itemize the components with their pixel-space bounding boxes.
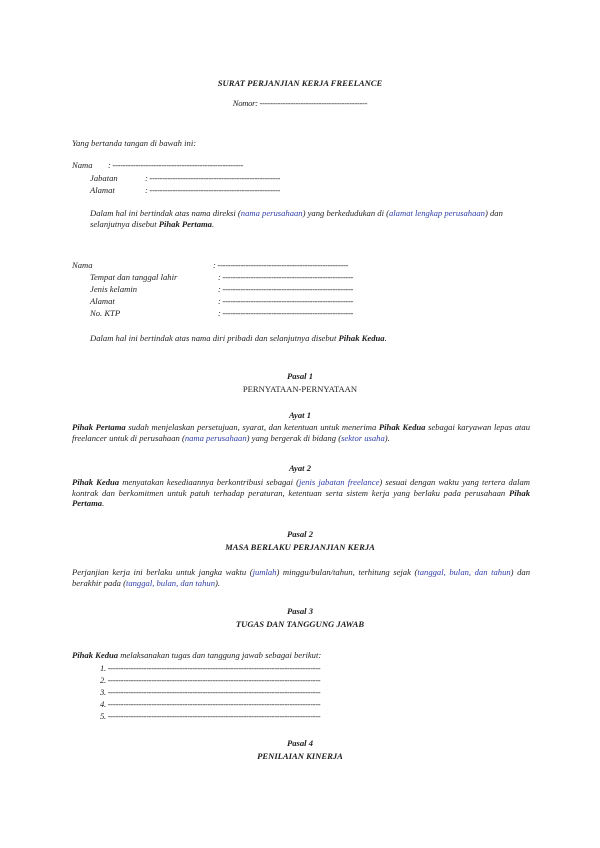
duty-item-4: 4. ----------------------------------------------------------------------------------- bbox=[100, 699, 321, 709]
duty-item-5: 5. ----------------------------------------------------------------------------------- bbox=[100, 711, 321, 721]
party1-name-label: Nama bbox=[72, 160, 93, 170]
party2-id-label: No. KTP bbox=[90, 308, 121, 318]
document-number: Nomor: ------------------------------------------ bbox=[232, 98, 368, 108]
party1-position-value: : --------------------------------------------------- bbox=[145, 173, 281, 183]
duration-placeholder: jumlah bbox=[252, 567, 277, 577]
party2-id-value: : --------------------------------------------------- bbox=[218, 308, 354, 318]
pasal3-title: TUGAS DAN TANGGUNG JAWAB bbox=[235, 619, 365, 629]
party1-address-label: Alamat bbox=[90, 185, 115, 195]
party2-name-value: : --------------------------------------------------- bbox=[213, 260, 349, 270]
company-name-placeholder: nama perusahaan bbox=[240, 208, 303, 218]
party2-gender-value: : --------------------------------------------------- bbox=[218, 284, 354, 294]
pasal1-ayat1-text: Pihak Pertama sudah menjelaskan persetujuan, syarat, dan ketentuan untuk menerima Pihak Kedua sebagai karyawan lepas atau freelancer untuk di perusahaan (nama perusahaan) yang bergerak di bidang (sektor usaha). bbox=[72, 422, 531, 443]
pasal2-title: MASA BERLAKU PERJANJIAN KERJA bbox=[225, 542, 375, 552]
pasal1-number: Pasal 1 bbox=[286, 371, 314, 381]
party2-address-label: Alamat bbox=[90, 296, 115, 306]
end-date-placeholder: tanggal, bulan, dan tahun bbox=[125, 577, 215, 588]
job-type-placeholder: jenis jabatan freelance bbox=[298, 477, 380, 487]
party1-role: Pihak Pertama bbox=[158, 218, 212, 229]
pasal1-ayat1-label: Ayat 1 bbox=[288, 410, 312, 420]
pasal4-title: PENILAIAN KINERJA bbox=[257, 751, 343, 761]
company-address-placeholder: alamat lengkap perusahaan bbox=[389, 208, 485, 218]
pasal2-number: Pasal 2 bbox=[286, 529, 314, 539]
document-title: SURAT PERJANJIAN KERJA FREELANCE bbox=[217, 78, 383, 88]
party1-name-value: : --------------------------------------------------- bbox=[108, 160, 244, 170]
party2-name-label: Nama bbox=[72, 260, 93, 270]
party2-address-value: : --------------------------------------------------- bbox=[218, 296, 354, 306]
pasal3-intro: Pihak Kedua melaksanakan tugas dan tanggung jawab sebagai berikut: bbox=[72, 650, 322, 660]
pasal1-ayat2-text: Pihak Kedua menyatakan kesediaannya berkontribusi sebagai (jenis jabatan freelance) sesuai dengan waktu yang tertera dalam kontrak dan berkomitmen untuk patuh terhadap peraturan, ketentuan serta sistem kerja yang berlaku pada perusahaan Pihak Pertama. bbox=[72, 477, 530, 509]
intro-text: Yang bertanda tangan di bawah ini: bbox=[72, 138, 197, 148]
pasal4-number: Pasal 4 bbox=[286, 738, 314, 748]
duty-item-2: 2. ----------------------------------------------------------------------------------- bbox=[100, 675, 321, 685]
party2-role: Pihak Kedua bbox=[338, 333, 385, 343]
party2-gender-label: Jenis kelamin bbox=[90, 284, 138, 294]
pasal1-title: PERNYATAAN-PERNYATAAN bbox=[242, 384, 358, 394]
party2-paragraph: Dalam hal ini bertindak atas nama diri pribadi dan selanjutnya disebut Pihak Kedua. bbox=[90, 333, 387, 343]
pasal2-text: Perjanjian kerja ini berlaku untuk jangka waktu (jumlah) minggu/bulan/tahun, terhitung sejak (tanggal, bulan, dan tahun) dan berakhir pada (tanggal, bulan, dan tahun). bbox=[72, 567, 530, 588]
pasal1-ayat2-label: Ayat 2 bbox=[288, 463, 312, 473]
party1-position-label: Jabatan bbox=[90, 173, 118, 183]
start-date-placeholder: tanggal, bulan, dan tahun bbox=[417, 567, 511, 577]
party2-birth-value: : --------------------------------------------------- bbox=[218, 272, 354, 282]
party1-address-value: : --------------------------------------------------- bbox=[145, 185, 281, 195]
party1-paragraph: Dalam hal ini bertindak atas nama direksi (nama perusahaan) yang berkedudukan di (alamat lengkap perusahaan) dan selanjutnya disebut Pihak Pertama. bbox=[90, 208, 503, 229]
business-sector-placeholder: sektor usaha bbox=[341, 432, 385, 443]
pasal3-number: Pasal 3 bbox=[286, 606, 314, 616]
duty-item-3: 3. ----------------------------------------------------------------------------------- bbox=[100, 687, 321, 697]
duty-item-1: 1. ----------------------------------------------------------------------------------- bbox=[100, 663, 321, 673]
party2-birth-label: Tempat dan tanggal lahir bbox=[90, 272, 178, 282]
company-name-placeholder: nama perusahaan bbox=[184, 432, 247, 443]
